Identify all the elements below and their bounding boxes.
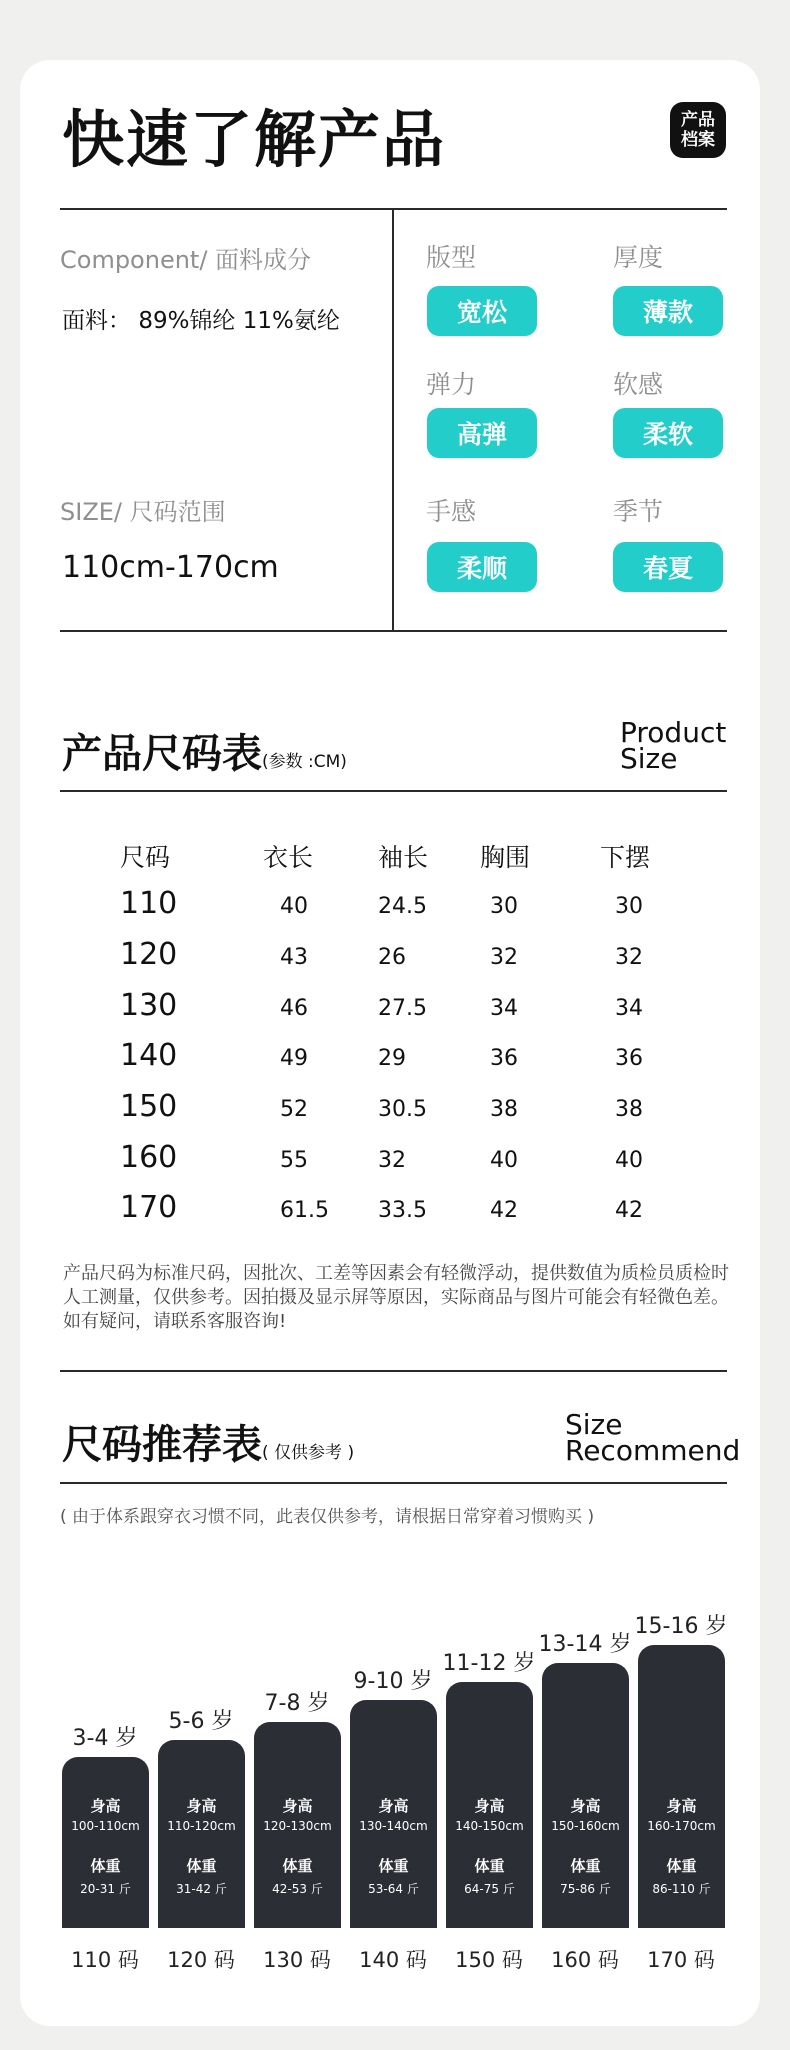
cell-sleeve: 26 (378, 945, 406, 970)
table-header-chest: 胸围 (480, 843, 531, 872)
size-bar (158, 1740, 245, 1928)
height-label: 身高 (186, 1797, 217, 1815)
cell-hem: 42 (615, 1198, 643, 1223)
size-code-label: 160 码 (551, 1948, 619, 1972)
cell-size: 170 (120, 1190, 178, 1225)
attr-label-season: 季节 (613, 497, 664, 526)
divider (60, 790, 727, 792)
weight-label: 体重 (666, 1857, 697, 1875)
cell-length: 61.5 (280, 1198, 329, 1223)
size-bar (254, 1722, 341, 1928)
weight-value: 64-75 斤 (464, 1882, 515, 1896)
cell-chest: 42 (490, 1198, 518, 1223)
size-bar (638, 1645, 725, 1928)
attr-value-hand-feel: 柔顺 (427, 542, 537, 592)
attr-label-fit: 版型 (426, 243, 477, 272)
en-title-line-2: Size (620, 742, 678, 775)
attr-value-season: 春夏 (613, 542, 723, 592)
size-bar (350, 1700, 437, 1928)
page-title: 快速了解产品 (62, 103, 447, 176)
attr-value-thickness: 薄款 (613, 286, 723, 336)
cell-chest: 32 (490, 945, 518, 970)
height-label: 身高 (666, 1797, 697, 1815)
size-note: 产品尺码为标准尺码，因批次、工差等因素会有轻微浮动，提供数值为质检员质检时人工测量，仅供参考。因拍摄及显示屏等原因，实际商品与图片可能会有轻微色差。如有疑问，请联系客服咨询! (63, 1263, 729, 1332)
cell-chest: 34 (490, 996, 518, 1021)
weight-label: 体重 (90, 1857, 121, 1875)
height-value: 150-160cm (551, 1819, 620, 1833)
size-code-label: 170 码 (647, 1948, 715, 1972)
fabric-value: 89%锦纶 11%氨纶 (138, 308, 340, 334)
fabric-label: 面料： (62, 308, 131, 334)
age-label: 11-12 岁 (442, 1651, 536, 1676)
weight-label: 体重 (282, 1857, 313, 1875)
component-label: Component/ 面料成分 (60, 246, 312, 274)
height-label: 身高 (474, 1797, 505, 1815)
age-label: 9-10 岁 (353, 1669, 433, 1694)
cell-chest: 36 (490, 1046, 518, 1071)
cell-hem: 38 (615, 1097, 643, 1122)
size-table-title-text: 产品尺码表 (62, 731, 262, 777)
attr-label-softness: 软感 (613, 370, 664, 399)
cell-size: 110 (120, 886, 178, 921)
size-bar (446, 1682, 533, 1928)
cell-sleeve: 30.5 (378, 1097, 427, 1122)
recommend-en-title (565, 1408, 741, 1467)
cell-sleeve: 27.5 (378, 996, 427, 1021)
size-code-label: 140 码 (359, 1948, 427, 1972)
attr-label-hand-feel: 手感 (426, 497, 477, 526)
height-value: 100-110cm (71, 1819, 140, 1833)
size-range-label: SIZE/ 尺码范围 (60, 498, 226, 526)
attr-label-thickness: 厚度 (613, 243, 664, 272)
attr-value-softness: 柔软 (613, 408, 723, 458)
weight-value: 31-42 斤 (176, 1882, 227, 1896)
age-label: 15-16 岁 (634, 1614, 728, 1639)
height-value: 120-130cm (263, 1819, 332, 1833)
weight-value: 75-86 斤 (560, 1882, 611, 1896)
recommend-title-text: 尺码推荐表 (62, 1422, 262, 1468)
size-code-label: 120 码 (167, 1948, 235, 1972)
cell-size: 130 (120, 988, 178, 1023)
height-value: 110-120cm (167, 1819, 236, 1833)
cell-length: 43 (280, 945, 308, 970)
weight-value: 42-53 斤 (272, 1882, 323, 1896)
height-label: 身高 (282, 1797, 313, 1815)
cell-chest: 38 (490, 1097, 518, 1122)
en-title-line-1: Product (620, 716, 727, 749)
height-label: 身高 (90, 1797, 121, 1815)
en-title-line-1: Size (565, 1408, 623, 1441)
cell-length: 55 (280, 1148, 308, 1173)
size-table-unit: (参数 :CM) (262, 752, 347, 772)
age-label: 5-6 岁 (168, 1709, 234, 1734)
size-code-label: 110 码 (71, 1948, 139, 1972)
cell-hem: 40 (615, 1148, 643, 1173)
weight-label: 体重 (186, 1857, 217, 1875)
weight-label: 体重 (570, 1857, 601, 1875)
divider-vertical (392, 208, 394, 632)
attr-value-elasticity: 高弹 (427, 408, 537, 458)
height-value: 130-140cm (359, 1819, 428, 1833)
badge-line-1: 产品 (681, 110, 715, 130)
cell-chest: 30 (490, 894, 518, 919)
divider (60, 1482, 727, 1484)
cell-sleeve: 29 (378, 1046, 406, 1071)
recommend-note: ( 由于体系跟穿衣习惯不同，此表仅供参考，请根据日常穿着习惯购买 ) (60, 1507, 595, 1527)
cell-size: 140 (120, 1038, 178, 1073)
weight-value: 20-31 斤 (80, 1882, 131, 1896)
badge-line-2: 档案 (681, 130, 715, 150)
weight-value: 53-64 斤 (368, 1882, 419, 1896)
cell-hem: 30 (615, 894, 643, 919)
weight-label: 体重 (474, 1857, 505, 1875)
size-table-title (62, 722, 347, 779)
age-label: 3-4 岁 (72, 1726, 138, 1751)
cell-length: 46 (280, 996, 308, 1021)
size-bar (542, 1663, 629, 1928)
table-header-size: 尺码 (120, 843, 171, 872)
cell-chest: 40 (490, 1148, 518, 1173)
cell-hem: 32 (615, 945, 643, 970)
cell-sleeve: 33.5 (378, 1198, 427, 1223)
size-bar (62, 1757, 149, 1928)
height-label: 身高 (378, 1797, 409, 1815)
cell-length: 49 (280, 1046, 308, 1071)
size-code-label: 150 码 (455, 1948, 523, 1972)
cell-length: 52 (280, 1097, 308, 1122)
divider (60, 1370, 727, 1372)
cell-hem: 36 (615, 1046, 643, 1071)
recommend-title (62, 1413, 354, 1470)
attr-value-fit: 宽松 (427, 286, 537, 336)
cell-size: 160 (120, 1140, 178, 1175)
cell-size: 120 (120, 937, 178, 972)
weight-value: 86-110 斤 (652, 1882, 711, 1896)
cell-sleeve: 24.5 (378, 894, 427, 919)
divider (60, 630, 727, 632)
size-code-label: 130 码 (263, 1948, 331, 1972)
table-header-length: 衣长 (263, 843, 314, 872)
age-label: 13-14 岁 (538, 1632, 632, 1657)
fabric-composition (62, 302, 340, 335)
weight-label: 体重 (378, 1857, 409, 1875)
en-title-line-2: Recommend (565, 1434, 741, 1467)
cell-sleeve: 32 (378, 1148, 406, 1173)
cell-size: 150 (120, 1089, 178, 1124)
height-value: 160-170cm (647, 1819, 716, 1833)
cell-length: 40 (280, 894, 308, 919)
table-header-sleeve: 袖长 (378, 843, 429, 872)
height-label: 身高 (570, 1797, 601, 1815)
cell-hem: 34 (615, 996, 643, 1021)
product-file-badge (670, 102, 726, 158)
size-range-value: 110cm-170cm (62, 550, 279, 585)
recommend-title-sub: ( 仅供参考 ) (262, 1443, 355, 1463)
height-value: 140-150cm (455, 1819, 524, 1833)
table-header-hem: 下摆 (600, 843, 651, 872)
attr-label-elasticity: 弹力 (426, 370, 477, 399)
age-label: 7-8 岁 (264, 1691, 330, 1716)
size-table-en-title (620, 716, 727, 775)
